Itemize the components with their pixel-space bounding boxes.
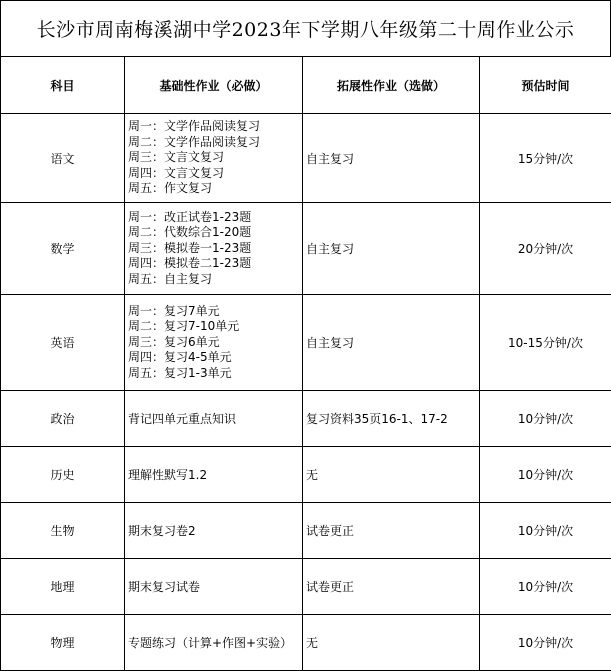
time-cell: 15分钟/次 (480, 114, 611, 203)
table-row (1, 295, 611, 391)
header-extended-homework: 拓展性作业（选做） (303, 57, 480, 114)
basic-line: 周一：文学作品阅读复习 (128, 119, 261, 134)
basic-line: 周四：模拟卷二1-23题 (128, 256, 252, 271)
header-subject: 科目 (1, 57, 125, 114)
basic-homework-cell: 期末复习试卷 (125, 559, 303, 615)
time-cell: 10分钟/次 (480, 559, 611, 615)
subject-cell: 物理 (1, 615, 125, 671)
basic-line: 周二：复习7-10单元 (128, 319, 240, 334)
basic-line: 周三：复习6单元 (128, 334, 220, 349)
extended-homework-cell: 无 (303, 615, 480, 671)
basic-homework-cell (125, 203, 303, 295)
subject-cell: 语文 (1, 114, 125, 203)
table-row (1, 615, 611, 671)
extended-homework-cell: 自主复习 (303, 203, 480, 295)
header-basic-homework: 基础性作业（必做） (125, 57, 303, 114)
table-row (1, 559, 611, 615)
basic-homework-cell: 专题练习（计算+作图+实验） (125, 615, 303, 671)
basic-homework-cell: 理解性默写1.2 (125, 447, 303, 503)
extended-homework-cell: 复习资料35页16-1、17-2 (303, 391, 480, 447)
time-cell: 10分钟/次 (480, 615, 611, 671)
subject-cell: 地理 (1, 559, 125, 615)
basic-line: 周二：文学作品阅读复习 (128, 134, 261, 149)
table-row (1, 203, 611, 295)
page-title: 长沙市周南梅溪湖中学2023年下学期八年级第二十周作业公示 (0, 0, 611, 56)
table-row (1, 447, 611, 503)
basic-line: 周二：代数综合1-20题 (128, 225, 252, 240)
extended-homework-cell: 试卷更正 (303, 503, 480, 559)
basic-line: 周四：文言文复习 (128, 165, 225, 180)
subject-cell: 生物 (1, 503, 125, 559)
basic-line: 周五：自主复习 (128, 271, 213, 286)
time-cell: 10分钟/次 (480, 391, 611, 447)
header-estimated-time: 预估时间 (480, 57, 611, 114)
extended-homework-cell: 自主复习 (303, 114, 480, 203)
homework-table (0, 56, 611, 671)
extended-homework-cell: 自主复习 (303, 295, 480, 391)
subject-cell: 数学 (1, 203, 125, 295)
subject-cell: 英语 (1, 295, 125, 391)
extended-homework-cell: 试卷更正 (303, 559, 480, 615)
time-cell: 10-15分钟/次 (480, 295, 611, 391)
basic-line: 周三：文言文复习 (128, 150, 225, 165)
basic-line: 周四：复习4-5单元 (128, 350, 232, 365)
subject-cell: 政治 (1, 391, 125, 447)
table-row (1, 114, 611, 203)
table-row (1, 391, 611, 447)
basic-line: 周五：复习1-3单元 (128, 365, 232, 380)
basic-line: 周一：复习7单元 (128, 303, 220, 318)
header-row (1, 57, 611, 114)
basic-line: 周一：改正试卷1-23题 (128, 209, 252, 224)
basic-homework-cell: 背记四单元重点知识 (125, 391, 303, 447)
time-cell: 20分钟/次 (480, 203, 611, 295)
subject-cell: 历史 (1, 447, 125, 503)
basic-line: 周五：作文复习 (128, 181, 213, 196)
basic-line: 周三：模拟卷一1-23题 (128, 240, 252, 255)
basic-homework-cell (125, 114, 303, 203)
table-row (1, 503, 611, 559)
time-cell: 10分钟/次 (480, 447, 611, 503)
time-cell: 10分钟/次 (480, 503, 611, 559)
extended-homework-cell: 无 (303, 447, 480, 503)
basic-homework-cell: 期末复习卷2 (125, 503, 303, 559)
basic-homework-cell (125, 295, 303, 391)
